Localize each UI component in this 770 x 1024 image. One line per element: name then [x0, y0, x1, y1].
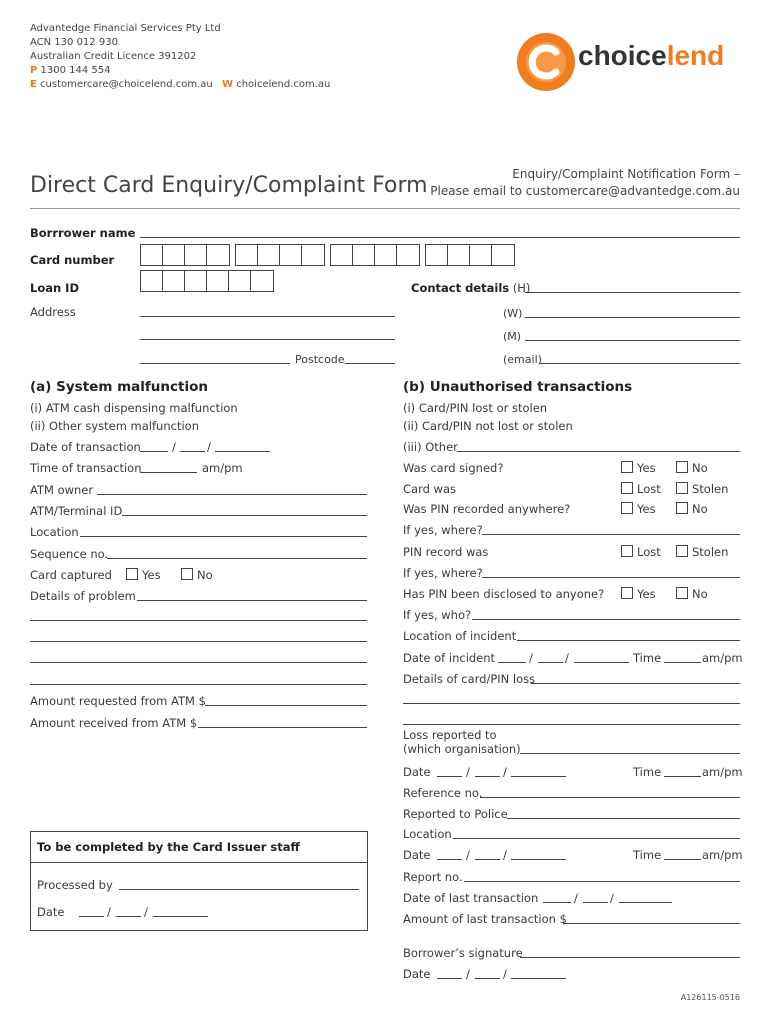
postcode-field[interactable] — [345, 363, 395, 364]
pin-recorded-yes-checkbox[interactable] — [621, 502, 633, 514]
card-number-digit[interactable] — [162, 244, 186, 266]
loss-date-month[interactable] — [475, 776, 500, 777]
card-captured-label: Card captured — [30, 568, 112, 582]
card-stolen-label: Stolen — [692, 482, 729, 496]
amount-received-label: Amount received from ATM $ — [30, 716, 198, 730]
company-web — [222, 78, 330, 92]
loss-date-day[interactable] — [437, 776, 462, 777]
card-captured-yes-label: Yes — [142, 568, 161, 582]
pin-recorded-no-checkbox[interactable] — [676, 502, 688, 514]
incident-date-year[interactable] — [574, 662, 629, 663]
reported-to-police-label: Reported to Police — [403, 807, 508, 821]
reference-no-label: Reference no. — [403, 786, 483, 800]
details-of-problem-line-5[interactable] — [30, 684, 367, 685]
card-issuer-box — [30, 831, 368, 931]
details-of-problem-line-3[interactable] — [30, 641, 367, 642]
details-of-problem-line-4[interactable] — [30, 662, 367, 663]
amount-last-transaction-field[interactable] — [563, 923, 740, 924]
incident-date-day[interactable] — [498, 662, 526, 663]
card-captured-no-checkbox[interactable] — [181, 568, 193, 580]
if-yes-who-field[interactable] — [472, 619, 740, 620]
date-of-incident-label: Date of incident — [403, 651, 496, 665]
date-last-transaction-label: Date of last transaction — [403, 891, 539, 905]
choicelend-wordmark — [578, 40, 724, 72]
details-card-pin-loss-line-2[interactable] — [403, 703, 740, 704]
borrowers-signature-field[interactable] — [520, 957, 740, 958]
incident-time-label: Time — [633, 651, 662, 665]
loan-id-digit[interactable] — [184, 270, 208, 292]
issuer-date-label: Date — [37, 905, 65, 919]
slash: / — [503, 848, 507, 862]
card-number-digit[interactable] — [469, 244, 493, 266]
location-label: Location — [30, 525, 79, 539]
loss-date-label: Date — [403, 765, 431, 779]
form-code: A126115-0516 — [680, 993, 740, 1002]
txn-date-month[interactable] — [180, 451, 205, 452]
borrowers-signature-label: Borrower’s signature — [403, 946, 523, 960]
pin-record-lost-label: Lost — [637, 545, 661, 559]
amount-requested-field[interactable] — [205, 705, 367, 706]
reported-to-police-field[interactable] — [507, 818, 740, 819]
card-lost-checkbox[interactable] — [621, 482, 633, 494]
title-divider — [30, 208, 740, 209]
card-was-label: Card was — [403, 482, 457, 496]
details-of-problem-line-2[interactable] — [30, 620, 367, 621]
company-name: Advantedge Financial Services Pty Ltd — [30, 23, 221, 34]
signature-date-month[interactable] — [475, 978, 500, 979]
pin-disclosed-no-label: No — [692, 587, 708, 601]
address-field-3[interactable] — [140, 363, 290, 364]
police-ampm-label: am/pm — [702, 848, 743, 862]
if-yes-who-label: If yes, who? — [403, 608, 472, 622]
address-field-1[interactable] — [140, 316, 395, 317]
loss-reported-to-field[interactable] — [520, 753, 740, 754]
police-location-label: Location — [403, 827, 452, 841]
card-number-digit[interactable] — [235, 244, 259, 266]
if-yes-where-label: If yes, where? — [403, 523, 483, 537]
incident-time-field[interactable] — [664, 662, 701, 663]
slash: / — [107, 905, 111, 919]
report-no-field[interactable] — [464, 881, 740, 882]
amount-last-transaction-label: Amount of last transaction $ — [403, 912, 567, 926]
pin-recorded-yes-label: Yes — [637, 502, 656, 516]
police-location-field[interactable] — [453, 838, 740, 839]
slash: / — [610, 891, 614, 905]
txn-ampm-label: am/pm — [202, 461, 243, 475]
section-a-heading: (a) System malfunction — [30, 379, 208, 395]
card-captured-no-label: No — [197, 568, 213, 582]
postcode-label: Postcode — [295, 353, 345, 366]
contact-email-field[interactable] — [540, 363, 740, 364]
card-number-digit[interactable] — [301, 244, 325, 266]
pin-record-lost-checkbox[interactable] — [621, 545, 633, 557]
amount-requested-label: Amount requested from ATM $ — [30, 694, 206, 708]
company-phone — [30, 64, 221, 78]
page-title: Direct Card Enquiry/Complaint Form — [30, 173, 428, 198]
details-card-pin-loss-field[interactable] — [531, 683, 740, 684]
details-of-problem-field[interactable] — [137, 600, 367, 601]
contact-w-label: (W) — [503, 307, 523, 320]
sequence-no-field[interactable] — [107, 558, 367, 559]
police-date-label: Date — [403, 848, 431, 862]
police-date-day[interactable] — [437, 859, 462, 860]
other-field[interactable] — [457, 451, 740, 452]
card-signed-no-label: No — [692, 461, 708, 475]
loss-reported-to-label — [403, 728, 521, 756]
date-of-transaction-label: Date of transaction — [30, 440, 141, 454]
notification-line2: Please email to customercare@advantedge.com.au — [430, 184, 740, 198]
loss-time-field[interactable] — [664, 776, 701, 777]
company-acn: ACN 130 012 930 — [30, 37, 118, 48]
details-card-pin-loss-line-3[interactable] — [403, 724, 740, 725]
card-number-digit[interactable] — [257, 244, 281, 266]
other-system-malfunction-option[interactable]: (ii) Other system malfunction — [30, 419, 199, 433]
card-number-digit[interactable] — [425, 244, 449, 266]
card-pin-not-lost-option[interactable]: (ii) Card/PIN not lost or stolen — [403, 419, 573, 433]
borrower-name-field[interactable] — [140, 237, 740, 238]
phone-number: 1300 144 554 — [40, 65, 111, 76]
signature-date-year[interactable] — [511, 978, 566, 979]
card-issuer-heading: To be completed by the Card Issuer staff — [37, 840, 300, 854]
police-time-field[interactable] — [664, 859, 701, 860]
amount-received-field[interactable] — [198, 727, 367, 728]
contact-h-label: (H) — [512, 281, 531, 295]
web-label: W — [222, 79, 234, 90]
web-address: choicelend.com.au — [236, 79, 331, 90]
location-of-incident-label: Location of incident — [403, 629, 517, 643]
atm-terminal-id-label: ATM/Terminal ID — [30, 504, 123, 518]
contact-m-field[interactable] — [525, 340, 740, 341]
slash: / — [466, 848, 470, 862]
choicelend-logo-mark — [516, 32, 576, 92]
other-option[interactable]: (iii) Other — [403, 440, 458, 454]
time-of-transaction-label: Time of transaction — [30, 461, 142, 475]
contact-details-text: Contact details — [411, 281, 510, 295]
loss-reported-to-line1: Loss reported to — [403, 728, 497, 742]
slash: / — [172, 440, 176, 454]
pin-record-stolen-label: Stolen — [692, 545, 729, 559]
processed-by-label: Processed by — [37, 878, 113, 892]
card-number-digit[interactable] — [206, 244, 230, 266]
card-number-label: Card number — [30, 253, 115, 267]
pin-record-stolen-checkbox[interactable] — [676, 545, 688, 557]
contact-h-field[interactable] — [525, 292, 740, 293]
pin-record-was-label: PIN record was — [403, 545, 489, 559]
police-date-year[interactable] — [511, 859, 566, 860]
logo-choice: choice — [578, 40, 667, 71]
atm-terminal-id-field[interactable] — [122, 515, 367, 516]
card-number-digit[interactable] — [491, 244, 515, 266]
txn-time-field[interactable] — [140, 472, 197, 473]
card-number-digit[interactable] — [279, 244, 303, 266]
processed-by-field[interactable] — [119, 889, 359, 890]
borrower-name-label: Borrrower name — [30, 226, 136, 240]
loss-time-label: Time — [633, 765, 662, 779]
company-info — [30, 22, 221, 92]
card-stolen-checkbox[interactable] — [676, 482, 688, 494]
card-number-digit[interactable] — [330, 244, 354, 266]
last-txn-date-month[interactable] — [583, 902, 608, 903]
incident-ampm-label: am/pm — [702, 651, 743, 665]
card-number-digit[interactable] — [352, 244, 376, 266]
last-txn-date-day[interactable] — [543, 902, 571, 903]
card-signed-no-checkbox[interactable] — [676, 461, 688, 473]
if-yes-where-field-2[interactable] — [482, 577, 740, 578]
location-of-incident-field[interactable] — [517, 640, 740, 641]
choicelend-logo — [516, 32, 576, 96]
police-time-label: Time — [633, 848, 662, 862]
loan-id-digit[interactable] — [162, 270, 186, 292]
pin-disclosed-yes-checkbox[interactable] — [621, 587, 633, 599]
card-lost-label: Lost — [637, 482, 661, 496]
slash: / — [466, 967, 470, 981]
sequence-no-label: Sequence no. — [30, 547, 109, 561]
last-txn-date-year[interactable] — [619, 902, 672, 903]
loan-id-digit[interactable] — [206, 270, 230, 292]
slash: / — [503, 765, 507, 779]
details-card-pin-loss-label: Details of card/PIN loss — [403, 672, 536, 686]
atm-owner-label: ATM owner — [30, 483, 94, 497]
signature-date-day[interactable] — [437, 978, 462, 979]
pin-recorded-label: Was PIN recorded anywhere? — [403, 502, 571, 516]
report-no-label: Report no. — [403, 870, 463, 884]
issuer-date-day[interactable] — [79, 916, 104, 917]
card-number-digit[interactable] — [374, 244, 398, 266]
pin-disclosed-yes-label: Yes — [637, 587, 656, 601]
if-yes-where-field[interactable] — [482, 534, 740, 535]
txn-date-day[interactable] — [140, 451, 168, 452]
slash: / — [207, 440, 211, 454]
notification-line1: Enquiry/Complaint Notification Form – — [512, 167, 740, 181]
card-signed-yes-label: Yes — [637, 461, 656, 475]
police-date-month[interactable] — [475, 859, 500, 860]
pin-recorded-no-label: No — [692, 502, 708, 516]
phone-label: P — [30, 65, 38, 76]
loss-date-year[interactable] — [511, 776, 566, 777]
slash: / — [466, 765, 470, 779]
email-address: customercare@choicelend.com.au — [40, 79, 213, 90]
slash: / — [529, 651, 533, 665]
contact-details-label — [411, 281, 530, 295]
slash: / — [144, 905, 148, 919]
card-number-digit[interactable] — [447, 244, 471, 266]
card-number-digit[interactable] — [396, 244, 420, 266]
notification-text — [430, 166, 740, 200]
reference-no-field[interactable] — [480, 797, 740, 798]
company-email — [30, 78, 221, 92]
incident-date-month[interactable] — [538, 662, 563, 663]
contact-email-label: (email) — [503, 353, 542, 366]
contact-m-label: (M) — [503, 330, 522, 343]
atm-owner-field[interactable] — [97, 494, 367, 495]
was-card-signed-label: Was card signed? — [403, 461, 504, 475]
card-pin-lost-stolen-option[interactable]: (i) Card/PIN lost or stolen — [403, 401, 548, 415]
company-licence: Australian Credit Licence 391202 — [30, 51, 197, 62]
section-b-heading: (b) Unauthorised transactions — [403, 379, 633, 395]
email-label: E — [30, 79, 37, 90]
card-issuer-heading-divider — [31, 862, 367, 863]
signature-date-label: Date — [403, 967, 431, 981]
details-of-problem-label: Details of problem — [30, 589, 136, 603]
loan-id-digit[interactable] — [228, 270, 252, 292]
loss-reported-to-line2: (which organisation) — [403, 742, 521, 756]
address-field-2[interactable] — [140, 339, 395, 340]
if-yes-where-label-2: If yes, where? — [403, 566, 483, 580]
atm-cash-malfunction-option[interactable]: (i) ATM cash dispensing malfunction — [30, 401, 238, 415]
slash: / — [565, 651, 569, 665]
issuer-date-year[interactable] — [153, 916, 208, 917]
slash: / — [574, 891, 578, 905]
issuer-date-month[interactable] — [116, 916, 141, 917]
card-number-digit[interactable] — [140, 244, 164, 266]
txn-date-year[interactable] — [215, 451, 270, 452]
card-number-digit[interactable] — [184, 244, 208, 266]
loan-id-label: Loan ID — [30, 281, 80, 295]
contact-w-field[interactable] — [525, 317, 740, 318]
loan-id-digit[interactable] — [140, 270, 164, 292]
loss-ampm-label: am/pm — [702, 765, 743, 779]
loan-id-digit[interactable] — [250, 270, 274, 292]
location-field[interactable] — [80, 536, 367, 537]
card-signed-yes-checkbox[interactable] — [621, 461, 633, 473]
logo-lend: lend — [666, 40, 725, 71]
pin-disclosed-label: Has PIN been disclosed to anyone? — [403, 587, 605, 601]
slash: / — [503, 967, 507, 981]
pin-disclosed-no-checkbox[interactable] — [676, 587, 688, 599]
card-captured-yes-checkbox[interactable] — [126, 568, 138, 580]
address-label: Address — [30, 305, 76, 319]
